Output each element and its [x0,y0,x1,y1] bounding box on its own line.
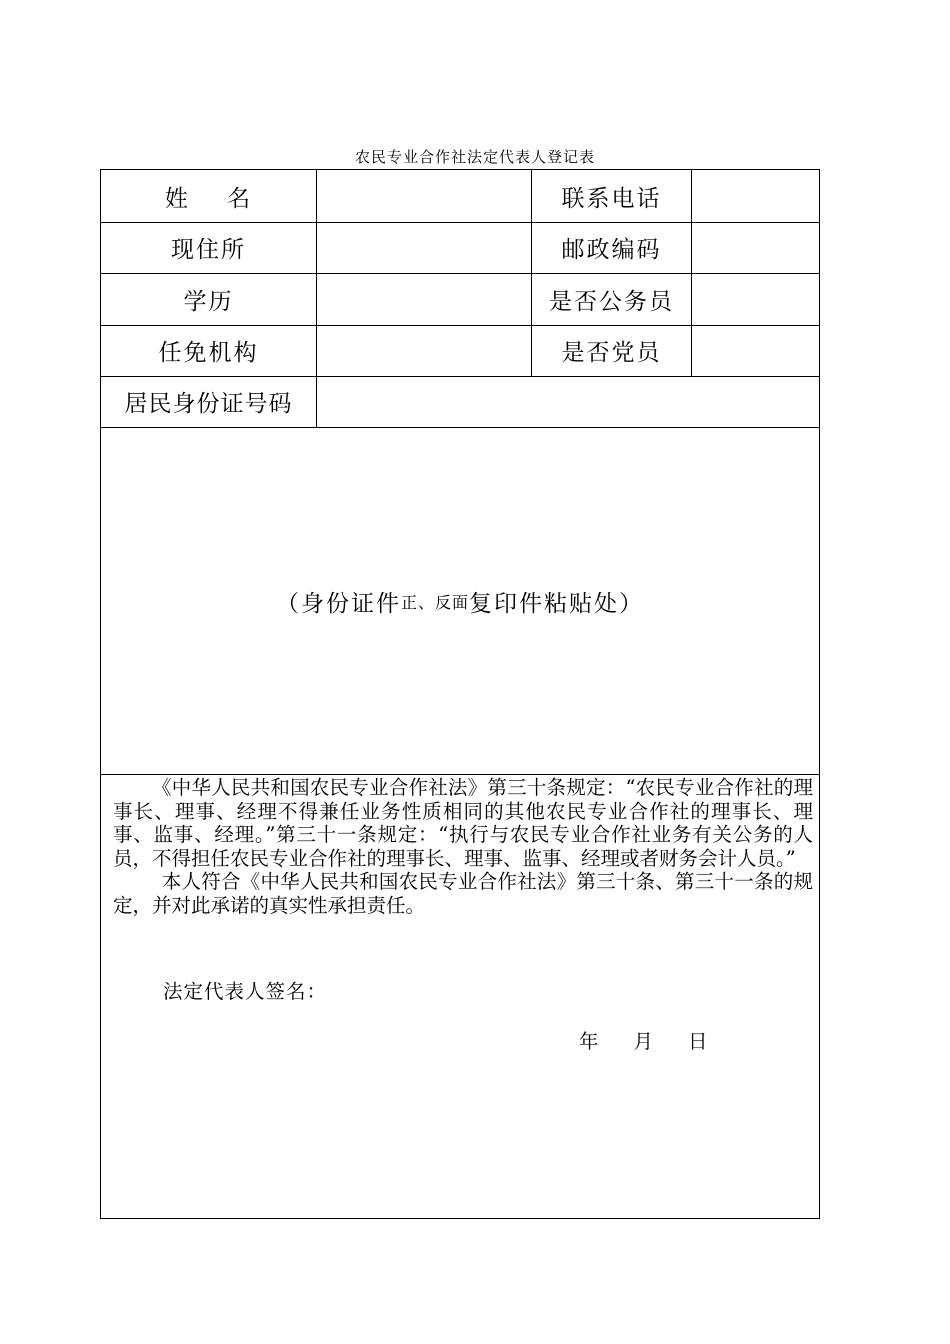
civil-servant-field[interactable] [692,273,820,325]
date-month-label: 月 [633,1030,654,1053]
name-field[interactable] [317,170,531,222]
paste-area-text-prefix: （身份证件 [275,590,401,617]
party-member-field[interactable] [692,325,820,376]
registration-form-table [100,169,820,1219]
id-number-field[interactable] [317,376,820,427]
form-title: 农民专业合作社法定代表人登记表 [354,148,595,166]
education-field[interactable] [317,273,531,325]
paste-area-text-suffix: 复印件粘贴处） [469,590,644,617]
phone-label: 联系电话 [561,185,662,212]
phone-field[interactable] [692,170,820,222]
date-day-label: 日 [688,1030,708,1053]
civil-servant-label: 是否公务员 [549,288,674,315]
address-field[interactable] [317,222,531,273]
appointing-body-label: 任免机构 [158,340,259,366]
statement-paragraph-2: 本人符合《中华人民共和国农民专业合作社法》第三十条、第三十一条的规定，并对此承诺的真实性承担责任。 [113,870,813,917]
education-label: 学历 [183,288,234,315]
statement-paragraph-1: 《中华人民共和国农民专业合作社法》第三十条规定：“农民专业合作社的理事长、理事、经理不得兼任业务性质相同的其他农民专业合作社的理事长、理事、监事、经理。”第三十一条规定：“执行与农民专业合作社业务有关公务的人员，不得担任农民专业合作社的理事长、理事、监事、经理或者财务会计人员。” [113,776,813,870]
paste-area-text-small: 正、反面 [400,592,469,612]
row-divider [101,774,819,775]
id-copy-paste-area [101,428,819,774]
id-number-label: 居民身份证号码 [124,391,293,417]
address-label: 现住所 [171,237,246,263]
appointing-body-field[interactable] [317,325,531,376]
legal-statement [113,776,813,917]
signature-label: 法定代表人签名： [163,980,328,1003]
date-year-label: 年 [579,1030,599,1053]
postcode-field[interactable] [692,222,820,273]
postcode-label: 邮政编码 [561,237,662,263]
signature-date [579,1026,743,1054]
name-label: 姓 名 [164,185,253,212]
party-member-label: 是否党员 [561,340,662,366]
